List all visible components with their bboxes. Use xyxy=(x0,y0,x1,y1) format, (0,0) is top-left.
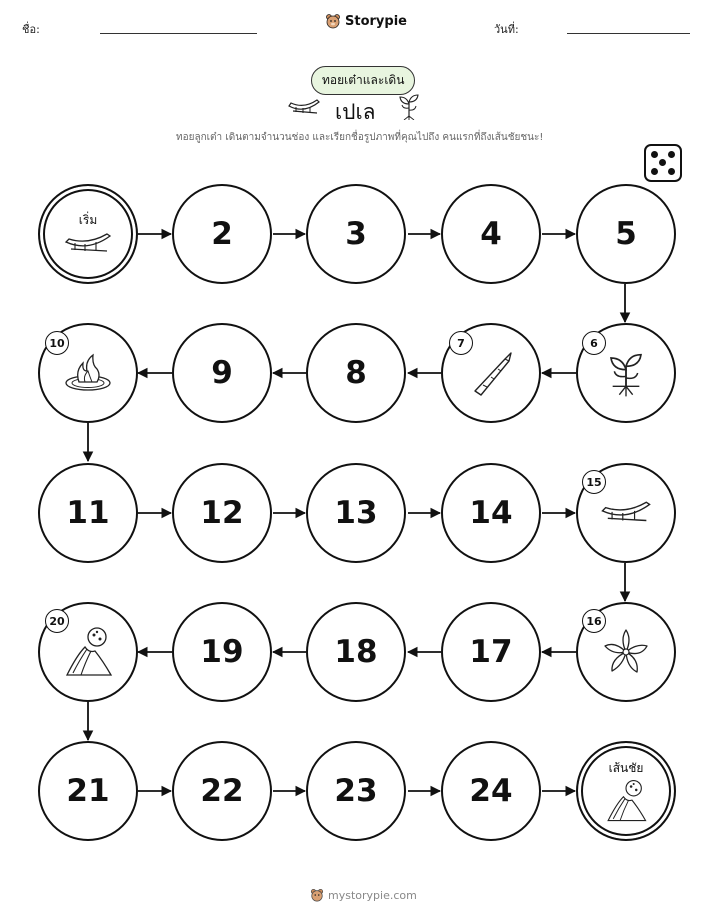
board-cell-5[interactable]: 5 xyxy=(576,184,676,284)
cell-badge-10: 10 xyxy=(45,331,69,355)
cell-badge-15: 15 xyxy=(582,470,606,494)
footer-site[interactable]: mystorypie.com xyxy=(328,888,417,902)
board-cell-13[interactable]: 13 xyxy=(306,463,406,563)
brand-name: Storypie xyxy=(345,13,407,29)
board-cell-19[interactable]: 19 xyxy=(172,602,272,702)
board-cell-24[interactable]: 24 xyxy=(441,741,541,841)
date-label: วันที่: xyxy=(494,23,519,36)
board-cell-4[interactable]: 4 xyxy=(441,184,541,284)
start-label: เริ่ม xyxy=(78,212,98,227)
volcano-icon xyxy=(603,778,649,824)
mode-pill: ทอยเต๋าและเดิน xyxy=(311,66,415,95)
instructions: ทอยลูกเต๋า เดินตามจำนวนช่อง และเรียกชื่อรูปภาพที่คุณไปถึง คนแรกที่ถึงเส้นชัยชนะ! xyxy=(176,132,544,143)
page-title: เปเล xyxy=(335,100,376,124)
fire-icon xyxy=(61,351,115,395)
board-cell-9[interactable]: 9 xyxy=(172,323,272,423)
sprout-icon xyxy=(606,348,646,398)
flower-icon xyxy=(601,627,651,677)
board-cell-18[interactable]: 18 xyxy=(306,602,406,702)
board-cell-8[interactable]: 8 xyxy=(306,323,406,423)
board-cell-start[interactable] xyxy=(38,184,138,284)
board-cell-14[interactable]: 14 xyxy=(441,463,541,563)
cell-badge-6: 6 xyxy=(582,331,606,355)
board-cell-22[interactable]: 22 xyxy=(172,741,272,841)
cell-badge-16: 16 xyxy=(582,609,606,633)
cell-badge-7: 7 xyxy=(449,331,473,355)
board-cell-11[interactable]: 11 xyxy=(38,463,138,563)
finish-label: เส้นชัย xyxy=(608,760,644,775)
board-cell-21[interactable]: 21 xyxy=(38,741,138,841)
cell-badge-20: 20 xyxy=(45,609,69,633)
footer xyxy=(310,888,417,902)
canoe-icon xyxy=(599,498,653,528)
board-cell-12[interactable]: 12 xyxy=(172,463,272,563)
board-cell-23[interactable]: 23 xyxy=(306,741,406,841)
board-cell-finish[interactable] xyxy=(576,741,676,841)
bear-icon xyxy=(310,888,324,902)
canoe-icon xyxy=(63,230,113,258)
volcano-icon xyxy=(61,625,115,679)
board-cell-17[interactable]: 17 xyxy=(441,602,541,702)
board-cell-2[interactable]: 2 xyxy=(172,184,272,284)
name-label: ชื่อ: xyxy=(22,23,40,36)
board-cell-3[interactable]: 3 xyxy=(306,184,406,284)
stick-icon xyxy=(465,347,517,399)
